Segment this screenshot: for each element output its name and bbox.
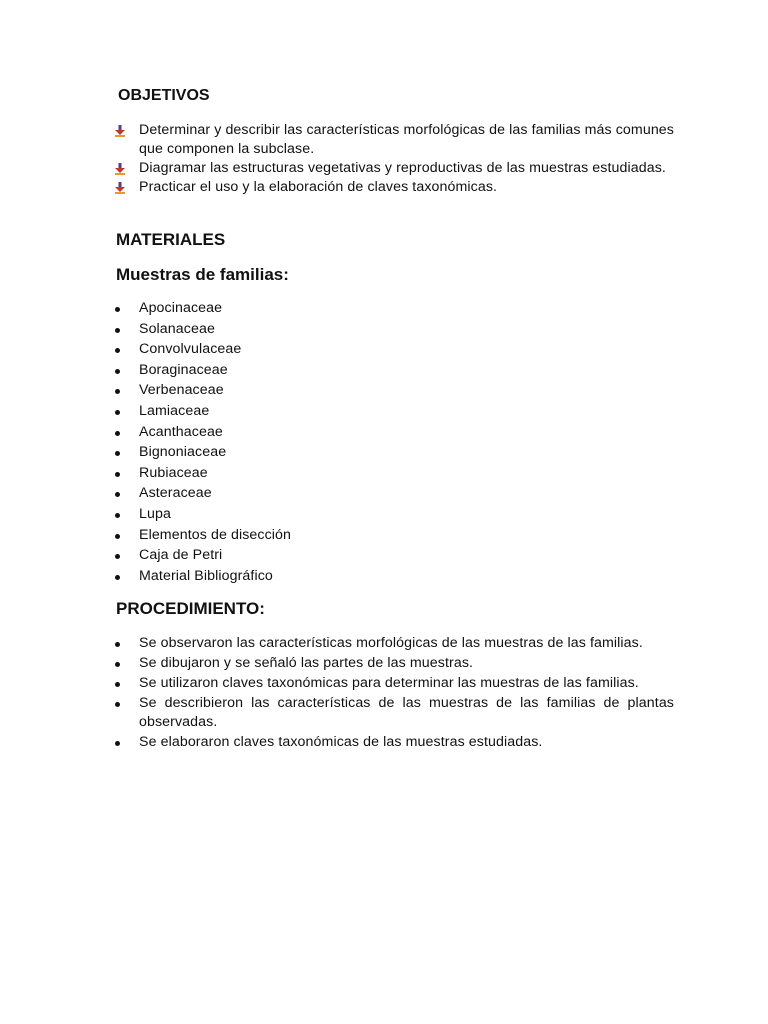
material-text: Material Bibliográfico bbox=[139, 567, 273, 584]
bullet-dot-icon bbox=[115, 369, 120, 374]
bullet-dot-icon bbox=[115, 431, 120, 436]
bullet-dot-icon bbox=[115, 513, 120, 518]
list-item bbox=[0, 340, 674, 361]
bullet-dot-icon bbox=[115, 389, 120, 394]
objetivo-text: Determinar y describir las características morfológicas de las familias más comunes que componen la subclase. bbox=[139, 122, 674, 157]
material-text: Bignoniaceae bbox=[139, 444, 227, 461]
material-text: Caja de Petri bbox=[139, 547, 223, 564]
material-text: Lupa bbox=[139, 505, 171, 522]
bullet-dot-icon bbox=[115, 534, 120, 539]
bullet-dot-icon bbox=[115, 472, 120, 477]
list-item bbox=[0, 654, 674, 673]
bullet-dot-icon bbox=[115, 307, 120, 312]
list-item bbox=[0, 546, 674, 567]
list-item bbox=[0, 423, 674, 444]
objetivo-text: Practicar el uso y la elaboración de claves taxonómicas. bbox=[139, 179, 498, 195]
bullet-dot-icon bbox=[115, 348, 120, 353]
list-item bbox=[0, 567, 674, 588]
list-item bbox=[0, 402, 674, 423]
list-item bbox=[0, 674, 674, 693]
list-item bbox=[0, 361, 674, 382]
bullet-dot-icon bbox=[115, 741, 120, 746]
bullet-dot-icon bbox=[115, 451, 120, 456]
objetivos-list bbox=[0, 121, 768, 197]
material-text: Lamiaceae bbox=[139, 402, 210, 419]
bullet-dot-icon bbox=[115, 410, 120, 415]
material-text: Convolvulaceae bbox=[139, 341, 242, 358]
procedimiento-text: Se elaboraron claves taxonómicas de las muestras estudiadas. bbox=[139, 734, 543, 750]
list-item bbox=[0, 526, 674, 547]
list-item bbox=[0, 443, 674, 464]
procedimiento-text: Se dibujaron y se señaló las partes de las muestras. bbox=[139, 655, 474, 671]
material-text: Verbenaceae bbox=[139, 382, 224, 399]
list-item bbox=[0, 464, 674, 485]
bullet-dot-icon bbox=[115, 702, 120, 707]
list-item bbox=[0, 694, 674, 732]
arrow-down-bullet-icon bbox=[114, 125, 126, 137]
list-item bbox=[0, 381, 674, 402]
list-item bbox=[0, 320, 674, 341]
arrow-down-bullet-icon bbox=[114, 182, 126, 194]
bullet-dot-icon bbox=[115, 554, 120, 559]
list-item bbox=[0, 634, 674, 653]
material-text: Rubiaceae bbox=[139, 464, 208, 481]
muestras-subheading: Muestras de familias: bbox=[116, 265, 289, 284]
material-text: Asteraceae bbox=[139, 485, 212, 502]
bullet-dot-icon bbox=[115, 662, 120, 667]
procedimiento-heading: PROCEDIMIENTO: bbox=[116, 599, 265, 618]
procedimiento-text: Se describieron las características de las muestras de las familias de plantas observadas. bbox=[139, 695, 674, 730]
list-item bbox=[0, 505, 674, 526]
materiales-list bbox=[0, 299, 768, 587]
procedimiento-text: Se observaron las características morfológicas de las muestras de las familias. bbox=[139, 635, 643, 651]
material-text: Acanthaceae bbox=[139, 423, 223, 440]
arrow-down-bullet-icon bbox=[114, 163, 126, 175]
material-text: Apocinaceae bbox=[139, 300, 223, 316]
materiales-heading: MATERIALES bbox=[116, 230, 226, 249]
list-item bbox=[0, 121, 674, 159]
objetivo-text: Diagramar las estructuras vegetativas y reproductivas de las muestras estudiadas. bbox=[139, 160, 666, 176]
list-item bbox=[0, 178, 674, 197]
list-item bbox=[0, 733, 674, 752]
material-text: Boraginaceae bbox=[139, 361, 228, 378]
bullet-dot-icon bbox=[115, 682, 120, 687]
procedimiento-text: Se utilizaron claves taxonómicas para determinar las muestras de las familias. bbox=[139, 675, 639, 691]
list-item bbox=[0, 484, 674, 505]
material-text: Solanaceae bbox=[139, 320, 215, 337]
list-item bbox=[0, 299, 674, 320]
bullet-dot-icon bbox=[115, 328, 120, 333]
list-item bbox=[0, 159, 674, 178]
bullet-dot-icon bbox=[115, 575, 120, 580]
bullet-dot-icon bbox=[115, 642, 120, 647]
material-text: Elementos de disección bbox=[139, 526, 292, 543]
objetivos-heading: OBJETIVOS bbox=[118, 87, 210, 104]
procedimiento-list bbox=[0, 634, 768, 753]
bullet-dot-icon bbox=[115, 492, 120, 497]
